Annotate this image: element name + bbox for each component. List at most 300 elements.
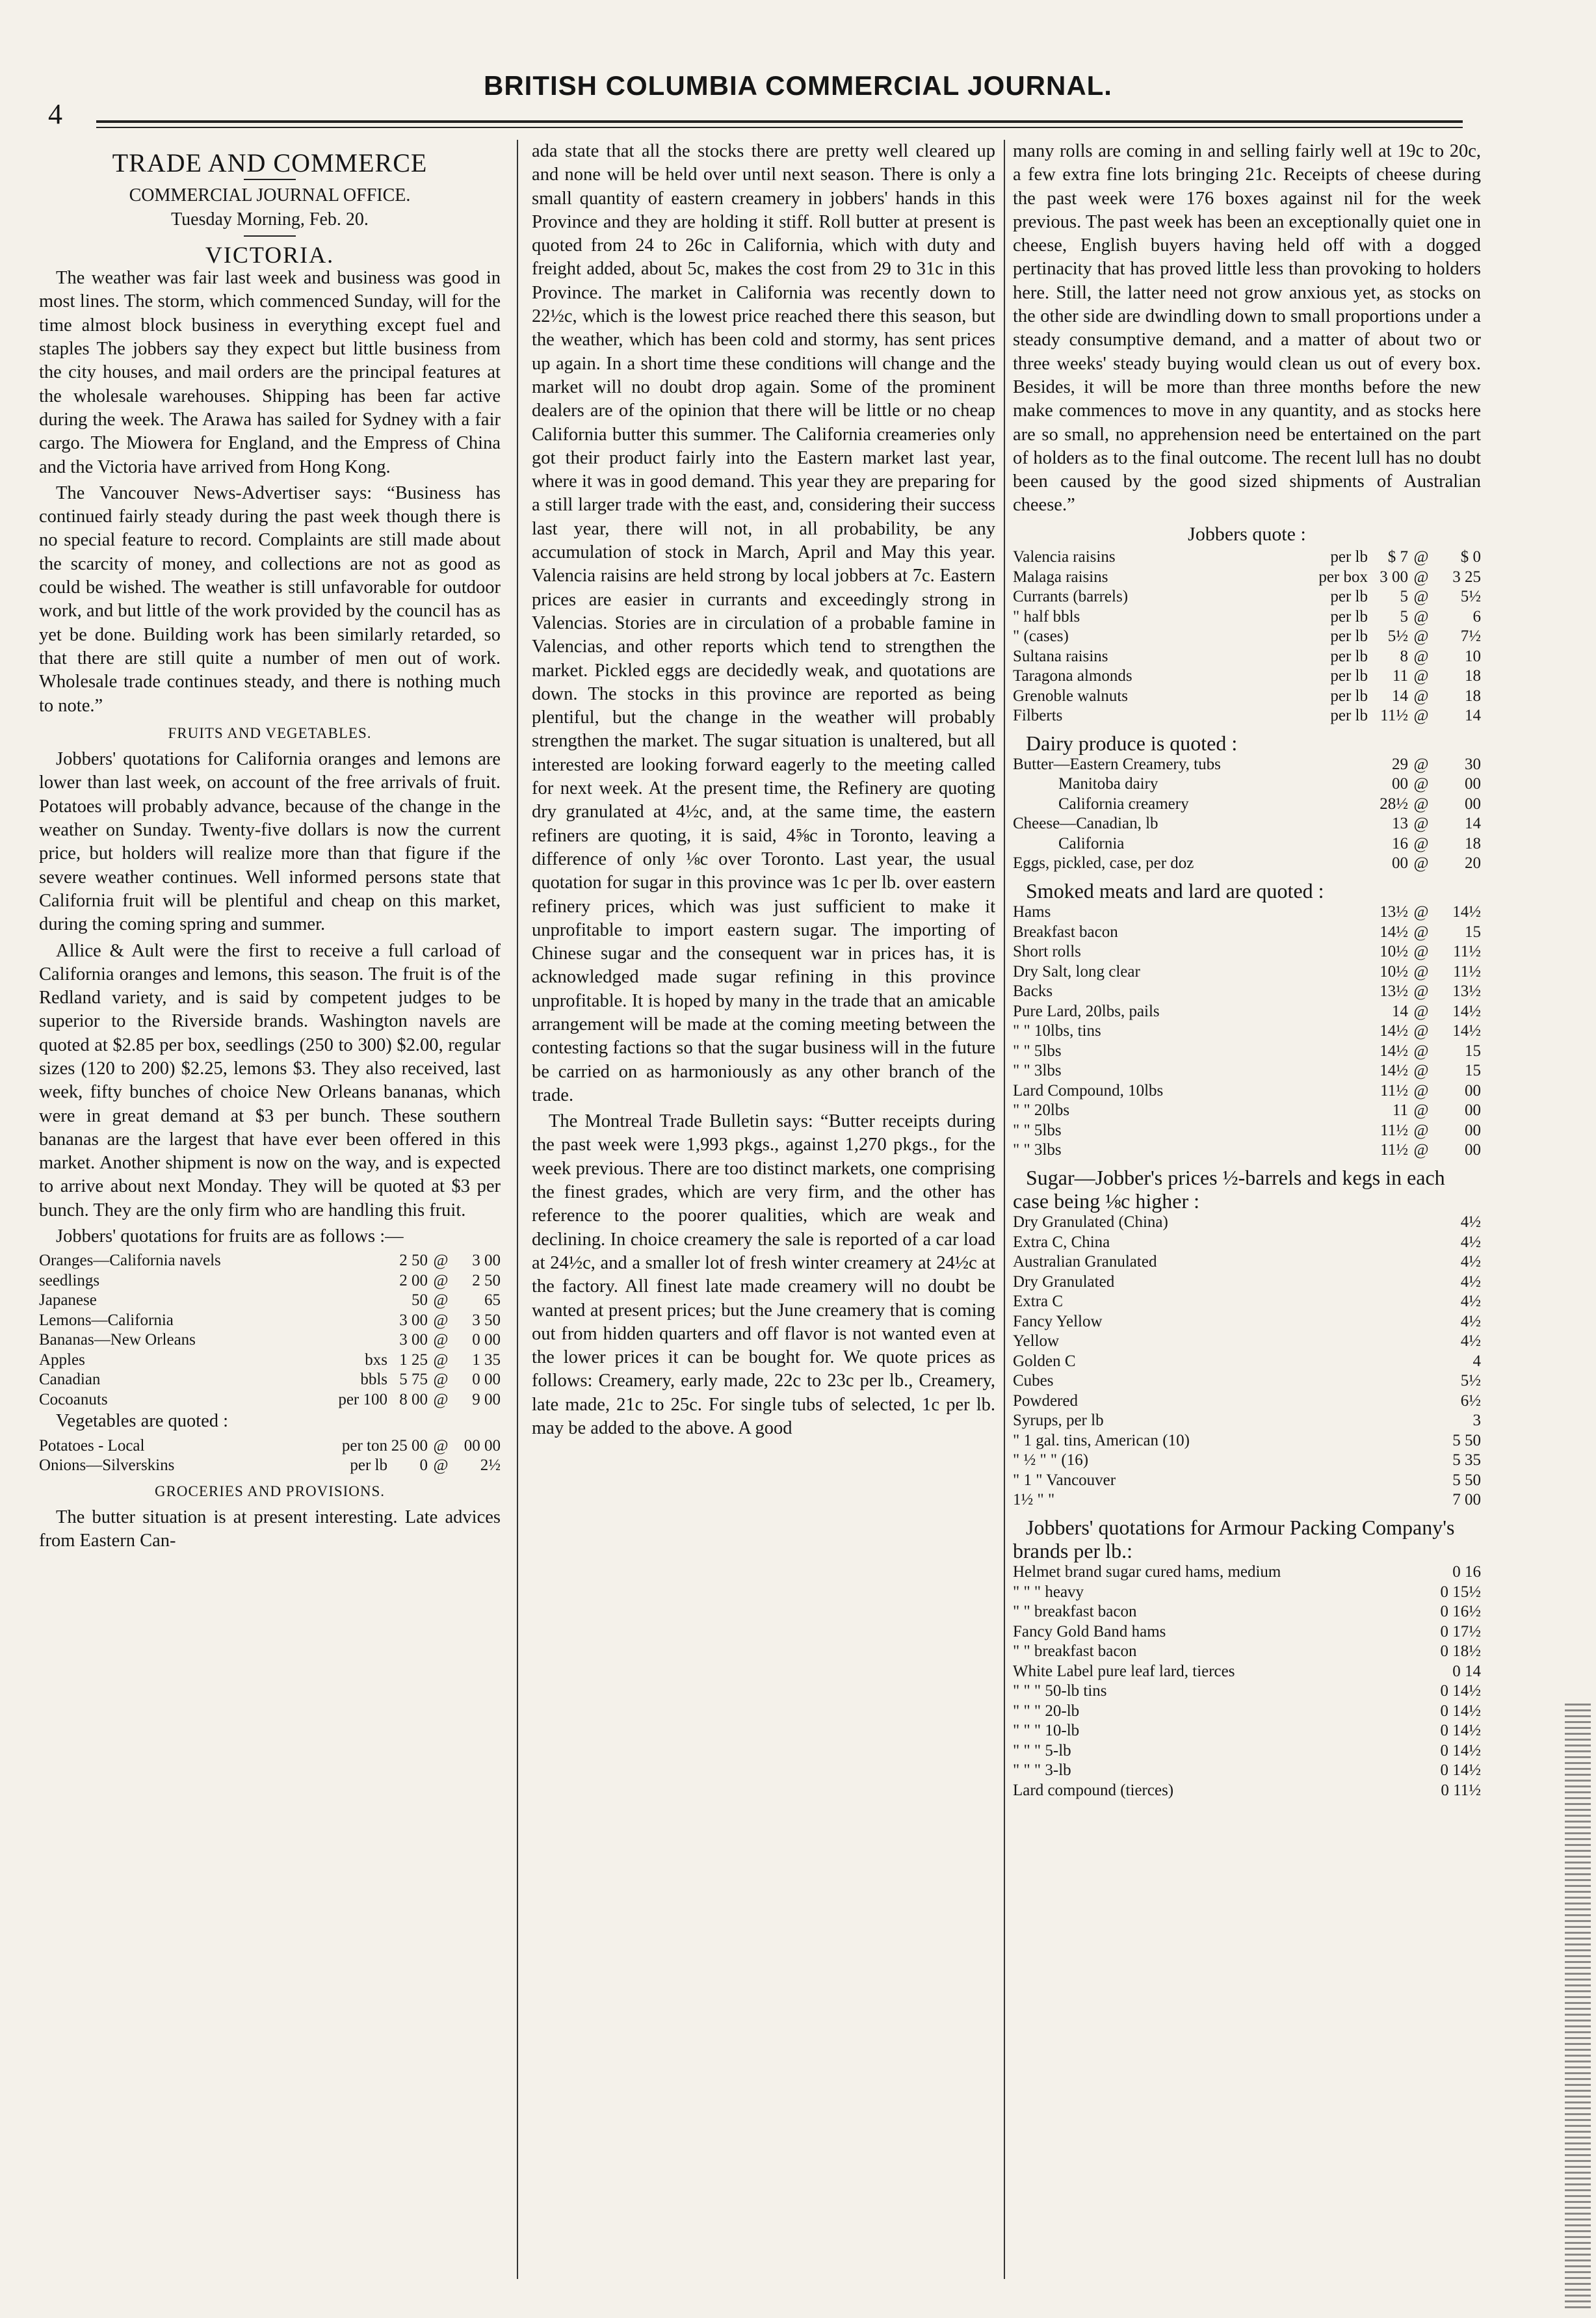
at-sign: @: [1413, 923, 1429, 941]
table-cell: per lb: [1330, 607, 1368, 626]
table-cell: 11½: [1453, 943, 1481, 961]
table-cell: [322, 1271, 387, 1291]
table-row: [1013, 1451, 1481, 1471]
table-cell: 3 50: [472, 1311, 501, 1329]
table-row: [39, 1436, 501, 1456]
at-sign: @: [433, 1371, 449, 1389]
table-cell: 0: [419, 1456, 428, 1475]
table-row: [39, 1350, 501, 1371]
table-row: [1013, 1490, 1481, 1510]
table-cell: " ½ " " (16): [1013, 1451, 1089, 1469]
table-cell: 3 00: [399, 1331, 428, 1349]
table-cell: 0 14½: [1440, 1702, 1481, 1720]
table-row: [1013, 854, 1481, 874]
table-cell: 6½: [1460, 1391, 1481, 1410]
table-row: [1013, 587, 1481, 607]
table-cell: 5 75: [399, 1371, 428, 1389]
table-row: [1013, 1622, 1481, 1642]
at-sign: @: [1413, 1022, 1429, 1040]
table-cell: 15: [1465, 1062, 1481, 1080]
table-cell: Malaga raisins: [1013, 568, 1108, 586]
smoked-heading: Smoked meats and lard are quoted :: [1026, 878, 1324, 902]
table-cell: per lb: [1330, 707, 1368, 725]
table-cell: 0 14: [1452, 1662, 1481, 1680]
at-sign: @: [1413, 1141, 1429, 1159]
raisin-price-table: [1013, 547, 1481, 726]
table-cell: 5½: [1387, 627, 1408, 646]
table-row: [39, 1311, 501, 1331]
table-cell: Golden C: [1013, 1352, 1076, 1370]
table-cell: 30: [1465, 755, 1481, 773]
table-cell: 18: [1465, 667, 1481, 685]
table-cell: 16: [1392, 834, 1408, 852]
table-cell: 14½: [1380, 1042, 1408, 1060]
table-row: [39, 1271, 501, 1291]
at-sign: @: [1413, 1121, 1429, 1139]
table-cell: 0 18½: [1440, 1642, 1481, 1661]
table-cell: Fancy Yellow: [1013, 1312, 1103, 1330]
table-row: [1013, 902, 1481, 923]
column-3: [1013, 140, 1481, 2285]
table-cell: White Label pure leaf lard, tierces: [1013, 1662, 1235, 1680]
table-row: [1013, 982, 1481, 1002]
table-cell: 13½: [1380, 903, 1408, 921]
table-cell: 3 00: [472, 1252, 501, 1270]
table-row: [1013, 1662, 1481, 1682]
table-cell: 14: [1465, 707, 1481, 725]
table-cell: 00: [1465, 1101, 1481, 1120]
groceries-caption: GROCERIES AND PROVISIONS.: [154, 1482, 386, 1499]
table-cell: Filberts: [1013, 707, 1063, 725]
table-cell: 13: [1392, 815, 1408, 833]
table-row: [1013, 1761, 1481, 1781]
table-row: [1013, 1352, 1481, 1372]
fruit-price-table: [39, 1251, 501, 1410]
at-sign: @: [433, 1252, 449, 1270]
at-sign: @: [1413, 834, 1429, 852]
table-cell: " " " 3-lb: [1013, 1761, 1071, 1780]
table-cell: 4½: [1460, 1253, 1481, 1271]
at-sign: @: [433, 1350, 449, 1369]
table-cell: Potatoes - Local: [39, 1436, 145, 1455]
table-row: [1013, 814, 1481, 834]
table-row: [1013, 1371, 1481, 1391]
table-row: [1013, 795, 1481, 815]
table-cell: 1½ " ": [1013, 1491, 1055, 1509]
table-cell: 14½: [1452, 903, 1481, 921]
table-cell: Cheese—Canadian, lb: [1013, 815, 1158, 833]
table-cell: 0 17½: [1440, 1622, 1481, 1640]
table-row: [1013, 1272, 1481, 1293]
table-cell: Breakfast bacon: [1013, 923, 1118, 941]
table-row: [39, 1390, 501, 1410]
table-cell: Helmet brand sugar cured hams, medium: [1013, 1563, 1281, 1581]
at-sign: @: [1413, 687, 1429, 705]
table-cell: " " 3lbs: [1013, 1141, 1062, 1159]
table-row: [39, 1370, 501, 1390]
table-cell: Dry Salt, long clear: [1013, 962, 1140, 981]
table-cell: " " " 10-lb: [1013, 1722, 1080, 1740]
table-row: [1013, 923, 1481, 943]
table-cell: per lb: [1330, 627, 1368, 646]
table-row: [1013, 1332, 1481, 1352]
dairy-heading: Dairy produce is quoted :: [1026, 731, 1238, 755]
table-row: [39, 1251, 501, 1271]
table-cell: Short rolls: [1013, 943, 1081, 961]
table-cell: Lemons—California: [39, 1311, 174, 1329]
table-cell: Hams: [1013, 903, 1051, 921]
armour-heading: Jobbers' quotations for Armour Packing Company's brands per lb.:: [1013, 1515, 1455, 1563]
table-row: [39, 1291, 501, 1311]
table-row: [1013, 1233, 1481, 1253]
at-sign: @: [1413, 627, 1429, 646]
table-cell: 11½: [1380, 707, 1408, 725]
table-cell: per 100: [338, 1390, 387, 1408]
table-cell: 11: [1392, 1101, 1408, 1120]
table-cell: 5: [1400, 588, 1408, 606]
table-cell: 14½: [1452, 1002, 1481, 1020]
table-cell: 5 50: [1452, 1471, 1481, 1489]
masthead-rule: [96, 120, 1463, 123]
armour-price-table: [1013, 1562, 1481, 1800]
table-cell: Onions—Silverskins: [39, 1456, 175, 1475]
at-sign: @: [1413, 667, 1429, 685]
table-cell: Yellow: [1013, 1332, 1060, 1350]
table-cell: California creamery: [1058, 795, 1189, 813]
table-cell: 2 00: [399, 1271, 428, 1289]
paragraph: The Vancouver News-Advertiser says: “Business has continued fairly steady during the past week though there is no special feature to record. Complaints are still made about the scarcity of money, and collections are not as good as could be wished. The weather is still unfavorable for outdoor work, and but little of the work provided by the council has as yet be done. Building work has been similarly retarded, so that there are still quite a number of men out of work. Wholesale trade continues steady, and there is nothing much to note.”: [39, 482, 501, 716]
table-cell: 11½: [1380, 1081, 1408, 1100]
table-cell: 5 35: [1452, 1451, 1481, 1469]
at-sign: @: [1413, 982, 1429, 1001]
at-sign: @: [433, 1456, 449, 1475]
table-row: [1013, 942, 1481, 962]
table-cell: 5½: [1460, 588, 1481, 606]
at-sign: @: [1413, 815, 1429, 833]
table-cell: 11½: [1380, 1121, 1408, 1139]
table-cell: 15: [1465, 1042, 1481, 1060]
table-cell: 10: [1465, 647, 1481, 665]
table-cell: 4½: [1460, 1293, 1481, 1311]
table-cell: per box: [1318, 568, 1368, 586]
table-cell: 00: [1465, 1081, 1481, 1100]
table-row: [1013, 1121, 1481, 1141]
table-cell: 0 00: [472, 1331, 501, 1349]
table-cell: 10½: [1380, 962, 1408, 981]
vegetables-heading: Vegetables are quoted :: [56, 1411, 229, 1432]
paragraph: ada state that all the stocks there are pretty well cleared up and none will be held over until next season. There is only a small quantity of eastern creamery in jobbers' hands in this Province and they are holding it stiff. Roll butter at present is quoted from 24 to 26c in California, which with duty and freight added, about 5c, makes the cost from 29 to 31c in this Province. The market in California was recently down to 22½c, which is the lowest price reached there this season, but the weather, which has been cold and stormy, has sent prices up again. In a short time these conditions will change and the market will no doubt drop again. Some of the prominent dealers are of the opinion that there will be little or no cheap California butter this summer. The California creameries only got their product fairly into the Eastern market last year, where it was in good demand. This year they are preparing for a still larger trade with the east, and, considering their success last year, there will not, in all probability, be any accumulation of stock in March, April and May this year. Valencia raisins are held strong by local jobbers at 7c. Eastern prices are easier in currants and exceedingly strong in Valencias. Stories are in circulation of a probable famine in Valencias, and other reports which tend to strengthen the market. Pickled eggs are decidedly weak, and quotations are down. The stocks in this province are reported as being plentiful, but the change in the weather will probably strengthen the market. The sugar situation is unaltered, but all interested are looking forward eagerly to the meeting called for next week. At the present time, the Refinery are quoting dry granulated at 4½c, and, at the same time, the eastern refiners are quoting, it is said, 4⅝c in Toronto, leaving a difference of only ⅛c over Toronto. Last year, the usual quotation for sugar in this province was 1c per lb. over eastern refinery prices, which was just sufficient to make it unprofitable to import eastern sugar. The importing of Chinese sugar and the consequent war in prices has, it is acknowledged made sugar refining in this province unprofitable. It is hoped by many in the trade that an amicable arrangement will be made at the coming meeting between the contesting factions so that the sugar business will in the future be carried on as harmoniously as any other branch of the trade.: [532, 141, 995, 1105]
table-cell: Bananas—New Orleans: [39, 1331, 196, 1349]
at-sign: @: [1413, 795, 1429, 813]
table-cell: per lb: [350, 1456, 387, 1475]
table-cell: Sultana raisins: [1013, 647, 1108, 665]
table-cell: Valencia raisins: [1013, 548, 1116, 566]
table-cell: 14½: [1380, 923, 1408, 941]
table-cell: 29: [1392, 755, 1408, 773]
table-cell: 4½: [1460, 1272, 1481, 1291]
paragraph: Allice & Ault were the first to receive a full carload of California oranges and lemons, this season. The fruit is of the Redland variety, and is said by competent judges to be superior to the Riverside brands. Washington navels are quoted at $2.85 per box, seedlings (250 to 300) $2.00, regular sizes (120 to 200) $2.25, lemons $3. They also received, last week, fifty bunches of choice New Orleans bananas, which were in great demand at $3 per bunch. These southern bananas are the largest that have ever been offered in this market. Another shipment is now on the way, and is expected to arrive about next Monday. They will be quoted at $3 per bunch. They are the only firm who are handling this fruit.: [39, 940, 501, 1220]
table-cell: 14: [1465, 815, 1481, 833]
table-cell: 00: [1465, 1141, 1481, 1159]
table-cell: 5 50: [1452, 1431, 1481, 1449]
table-row: [1013, 1781, 1481, 1801]
at-sign: @: [1413, 903, 1429, 921]
at-sign: @: [1413, 943, 1429, 961]
table-cell: 0 15½: [1440, 1583, 1481, 1601]
table-row: [1013, 1431, 1481, 1451]
table-cell: 4: [1472, 1352, 1481, 1370]
table-cell: " " 5lbs: [1013, 1121, 1062, 1139]
table-cell: [322, 1311, 387, 1331]
table-cell: 7 00: [1452, 1491, 1481, 1509]
table-row: [1013, 547, 1481, 568]
table-cell: 00: [1392, 775, 1408, 793]
table-cell: 2 50: [472, 1271, 501, 1289]
table-cell: Dry Granulated (China): [1013, 1213, 1168, 1231]
table-row: [1013, 774, 1481, 795]
table-row: [1013, 1471, 1481, 1491]
table-cell: 00 00: [464, 1436, 501, 1455]
table-cell: " " 5lbs: [1013, 1042, 1062, 1060]
table-cell: 50: [412, 1291, 428, 1310]
at-sign: @: [433, 1331, 449, 1349]
table-row: [1013, 687, 1481, 707]
at-sign: @: [1413, 854, 1429, 873]
table-row: [1013, 834, 1481, 854]
at-sign: @: [433, 1291, 449, 1310]
table-cell: 0 00: [472, 1371, 501, 1389]
table-row: [39, 1330, 501, 1350]
column-divider: [517, 140, 518, 2279]
table-cell: 5½: [1460, 1372, 1481, 1390]
at-sign: @: [1413, 1002, 1429, 1020]
table-cell: 14½: [1380, 1022, 1408, 1040]
at-sign: @: [1413, 588, 1429, 606]
table-cell: 4½: [1460, 1312, 1481, 1330]
table-cell: per lb: [1330, 687, 1368, 705]
at-sign: @: [1413, 1042, 1429, 1060]
table-row: [1013, 568, 1481, 588]
table-row: [1013, 1081, 1481, 1101]
table-cell: $ 0: [1460, 548, 1481, 566]
table-cell: Dry Granulated: [1013, 1272, 1115, 1291]
table-cell: " " " heavy: [1013, 1583, 1084, 1601]
jobbers-quote-heading: Jobbers quote :: [1188, 523, 1306, 545]
table-cell: Canadian: [39, 1371, 101, 1389]
table-cell: 2½: [480, 1456, 501, 1475]
table-row: [1013, 1213, 1481, 1233]
table-row: [1013, 755, 1481, 775]
table-row: [1013, 1042, 1481, 1062]
smoked-price-table: [1013, 902, 1481, 1161]
table-cell: 0 14½: [1440, 1682, 1481, 1700]
table-cell: 65: [484, 1291, 501, 1310]
table-cell: 9 00: [472, 1390, 501, 1408]
table-row: [1013, 1411, 1481, 1431]
sugar-heading: Sugar—Jobber's prices ½-barrels and kegs in each case being ⅛c higher :: [1013, 1165, 1445, 1213]
table-row: [1013, 1583, 1481, 1603]
table-cell: 2 50: [399, 1252, 428, 1270]
at-sign: @: [1413, 962, 1429, 981]
table-cell: Grenoble walnuts: [1013, 687, 1129, 705]
paragraph: The weather was fair last week and business was good in most lines. The storm, which commenced Sunday, will for the time almost block business in everything except fuel and staples The jobbers say they expect but little business from the city houses, and mail orders are the principal features at the wholesale warehouses. Shipping has been far active during the week. The Arawa has sailed for Sydney with a fair cargo. The Miowera for England, and the Empress of China and the Victoria have arrived from Hong Kong.: [39, 268, 501, 477]
paragraph: The Montreal Trade Bulletin says: “Butter receipts during the past week were 1,993 pkgs., against 1,270 pkgs., for the week previous. There are too distinct markets, one comprising the finest grades, which are very firm, and the other has reference to the poorer qualities, which are weak and declining. In choice creamery the sale is reported of a car load at 24½c, and a smaller lot of fresh winter creamery at 24½c at the factory. All finest late made creamery will no doubt be wanted at present prices; but the June creamery that is coming out from hidden quarters and off flavor is not wanted even at the lower prices it can be bought for. We quote prices as follows: Creamery, early made, 22c to 23c per lb., Creamery, late made, 21c to 25c. For single tubs of selected, 1c per lb. may be added to the above. A good: [532, 1111, 995, 1439]
table-cell: 3: [1472, 1412, 1481, 1430]
table-cell: 14: [1392, 1002, 1408, 1020]
table-cell: 20: [1465, 854, 1481, 873]
table-cell: " " " 20-lb: [1013, 1702, 1080, 1720]
table-cell: Syrups, per lb: [1013, 1412, 1104, 1430]
table-row: [1013, 647, 1481, 667]
table-row: [1013, 1602, 1481, 1622]
at-sign: @: [1413, 548, 1429, 566]
table-cell: Manitoba dairy: [1058, 775, 1158, 793]
table-row: [1013, 1061, 1481, 1081]
table-cell: 5: [1400, 607, 1408, 626]
table-cell: Lard compound (tierces): [1013, 1781, 1174, 1799]
table-row: [1013, 1562, 1481, 1583]
table-cell: Japanese: [39, 1291, 97, 1310]
fruits-caption: FRUITS AND VEGETABLES.: [168, 724, 372, 741]
table-row: [1013, 1741, 1481, 1761]
at-sign: @: [433, 1390, 449, 1408]
table-cell: 11½: [1453, 962, 1481, 981]
table-row: [1013, 1391, 1481, 1412]
table-cell: 13½: [1452, 982, 1481, 1001]
table-cell: 0 16½: [1440, 1603, 1481, 1621]
section-heading: TRADE AND COMMERCE: [112, 148, 428, 178]
dairy-price-table: [1013, 755, 1481, 874]
table-cell: per lb: [1330, 548, 1368, 566]
table-cell: 7½: [1460, 627, 1481, 646]
table-cell: 8 00: [399, 1390, 428, 1408]
table-cell: " " 10lbs, tins: [1013, 1022, 1101, 1040]
table-cell: 1 35: [472, 1350, 501, 1369]
table-cell: " " breakfast bacon: [1013, 1642, 1137, 1661]
at-sign: @: [433, 1436, 449, 1455]
table-cell: Backs: [1013, 982, 1053, 1001]
table-cell: 0 16: [1452, 1563, 1481, 1581]
table-row: [1013, 962, 1481, 982]
table-cell: bbls: [360, 1371, 387, 1389]
table-cell: 4½: [1460, 1332, 1481, 1350]
at-sign: @: [1413, 1062, 1429, 1080]
table-cell: per ton: [341, 1436, 387, 1455]
table-cell: Australian Granulated: [1013, 1253, 1157, 1271]
paragraph: many rolls are coming in and selling fairly well at 19c to 20c, a few extra fine lots bringing 21c. Receipts of cheese during the past week were 176 boxes against nil for the week previous. The past week has been an exceptionally quiet one in cheese, English buyers having held off with a dogged pertinacity that has proved little less than provoking to holders here. Still, the latter need not grow anxious yet, as stocks on the other side are dwindling down to small proportions under a steady consumptive demand, and a matter of about two or three weeks' steady buying would clean us out of every box. Besides, it will be more than three months before the new make commences to move in any quantity, and as stocks here are so small, no apprehension need be entertained on the part of holders as to the final outcome. The recent lull has no doubt been caused by the good sized shipments of Australian cheese.”: [1013, 141, 1481, 516]
table-row: [1013, 1101, 1481, 1121]
table-cell: Powdered: [1013, 1391, 1078, 1410]
table-cell: 00: [1465, 795, 1481, 813]
table-cell: Taragona almonds: [1013, 667, 1132, 685]
table-row: [1013, 1681, 1481, 1702]
at-sign: @: [1413, 568, 1429, 586]
table-cell: " " " 50-lb tins: [1013, 1682, 1107, 1700]
table-cell: [322, 1291, 387, 1311]
paragraph: Jobbers' quotations for fruits are as follows :—: [56, 1226, 404, 1247]
paragraph: Jobbers' quotations for California oranges and lemons are lower than last week, on account of the free arrivals of fruit. Potatoes will probably advance, because of the change in the weather on Sunday. Twenty-five dollars is now the current price, but holders will realize more than that figure if the severe weather continues. Well informed persons state that California fruit will be plentiful and cheap on this market, during the coming spring and summer.: [39, 749, 501, 935]
table-row: [1013, 666, 1481, 687]
table-cell: Extra C, China: [1013, 1233, 1110, 1251]
table-cell: " " " 5-lb: [1013, 1741, 1071, 1759]
column-divider: [1004, 140, 1005, 2279]
table-row: [1013, 1721, 1481, 1741]
at-sign: @: [1413, 755, 1429, 773]
table-cell: 0 14½: [1440, 1761, 1481, 1780]
table-cell: " " 3lbs: [1013, 1062, 1062, 1080]
table-cell: 8: [1400, 647, 1408, 665]
at-sign: @: [433, 1271, 449, 1289]
table-cell: 15: [1465, 923, 1481, 941]
table-cell: 18: [1465, 687, 1481, 705]
masthead-rule-thin: [96, 127, 1463, 128]
table-row: [1013, 1642, 1481, 1662]
heading-rule: [244, 179, 296, 180]
table-cell: " " breakfast bacon: [1013, 1603, 1137, 1621]
table-cell: 14: [1392, 687, 1408, 705]
table-row: [1013, 1002, 1481, 1022]
table-cell: 00: [1465, 1121, 1481, 1139]
table-cell: " 1 gal. tins, American (10): [1013, 1431, 1190, 1449]
table-cell: seedlings: [39, 1271, 100, 1289]
table-cell: 10½: [1380, 943, 1408, 961]
table-cell: 14½: [1452, 1022, 1481, 1040]
column-2: [532, 140, 995, 2285]
table-cell: " 1 " Vancouver: [1013, 1471, 1116, 1489]
table-cell: 00: [1392, 854, 1408, 873]
at-sign: @: [1413, 647, 1429, 665]
table-cell: per lb: [1330, 647, 1368, 665]
table-cell: 00: [1465, 775, 1481, 793]
dateline: Tuesday Morning, Feb. 20.: [171, 209, 369, 230]
table-row: [1013, 1021, 1481, 1042]
table-cell: 0 14½: [1440, 1722, 1481, 1740]
sugar-price-table: [1013, 1213, 1481, 1510]
table-cell: Cocoanuts: [39, 1390, 108, 1408]
table-row: [1013, 706, 1481, 726]
paragraph: The butter situation is at present interesting. Late advices from Eastern Can-: [39, 1507, 501, 1551]
table-cell: 13½: [1380, 982, 1408, 1001]
table-row: [1013, 607, 1481, 627]
at-sign: @: [1413, 775, 1429, 793]
table-cell: $ 7: [1387, 548, 1408, 566]
column-1: [39, 140, 501, 2285]
table-cell: Butter—Eastern Creamery, tubs: [1013, 755, 1221, 773]
table-cell: Oranges—California navels: [39, 1252, 221, 1270]
table-cell: " half bbls: [1013, 607, 1080, 626]
table-cell: 14½: [1380, 1062, 1408, 1080]
table-cell: " (cases): [1013, 627, 1069, 646]
table-row: [1013, 1702, 1481, 1722]
table-cell: Cubes: [1013, 1372, 1054, 1390]
table-cell: per lb: [1330, 588, 1368, 606]
table-row: [1013, 627, 1481, 647]
table-cell: per lb: [1330, 667, 1368, 685]
table-cell: 11: [1392, 667, 1408, 685]
at-sign: @: [1413, 1081, 1429, 1100]
table-cell: 0 11½: [1441, 1781, 1481, 1799]
table-cell: bxs: [365, 1350, 387, 1369]
table-cell: " " 20lbs: [1013, 1101, 1070, 1120]
table-row: [1013, 1292, 1481, 1312]
table-cell: 3 25: [1452, 568, 1481, 586]
table-cell: 11½: [1380, 1141, 1408, 1159]
table-cell: 28½: [1380, 795, 1408, 813]
table-cell: Pure Lard, 20lbs, pails: [1013, 1002, 1160, 1020]
at-sign: @: [1413, 607, 1429, 626]
table-cell: 0 14½: [1440, 1741, 1481, 1759]
table-cell: Lard Compound, 10lbs: [1013, 1081, 1164, 1100]
